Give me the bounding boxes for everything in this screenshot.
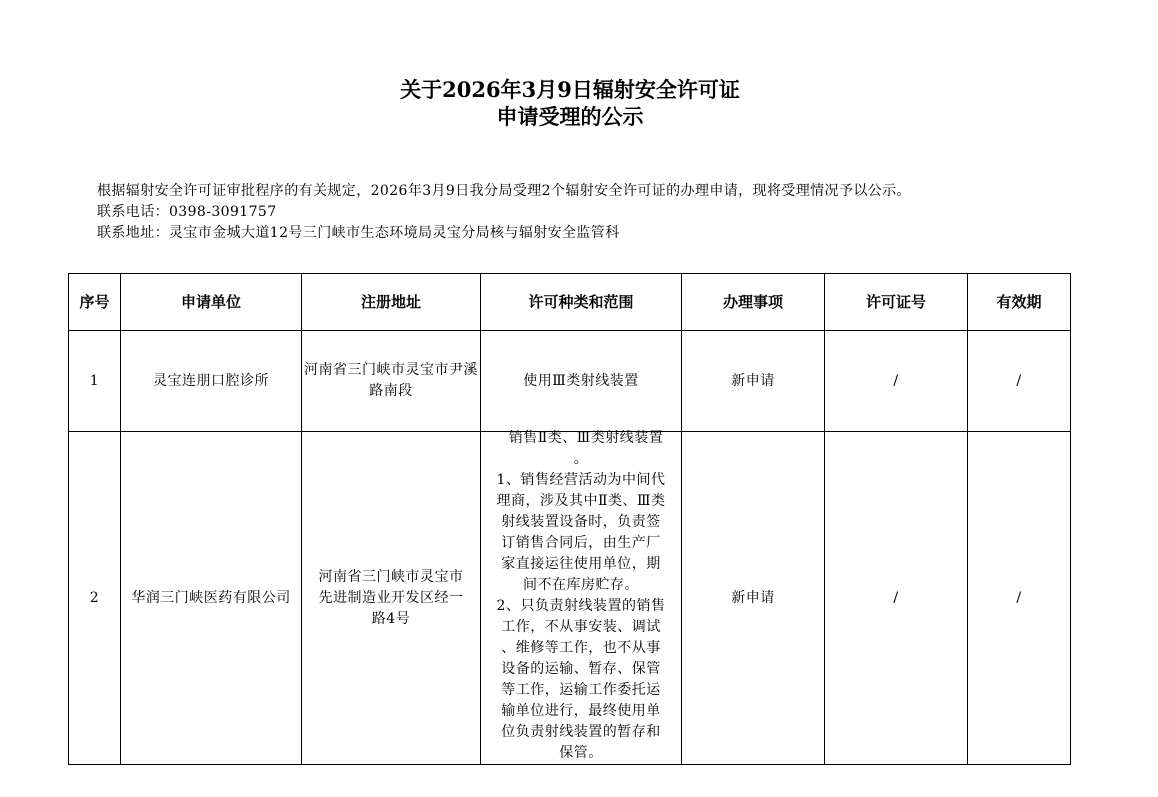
cell-matter: 新申请 (682, 432, 825, 765)
scope-line: 等工作，运输工作委托运 (501, 682, 661, 698)
scope-line: 1、销售经营活动为中间代 (496, 472, 666, 488)
scope-line: 射线装置设备时，负责签 (501, 514, 661, 530)
cell-index: 1 (69, 331, 121, 432)
table-header-row (69, 274, 1071, 331)
scope-line: 订销售合同后，由生产厂 (501, 535, 661, 551)
cell-applicant: 灵宝连朋口腔诊所 (121, 331, 302, 432)
cell-license-no: / (825, 432, 968, 765)
header-address: 注册地址 (302, 274, 481, 331)
contact-address: 联系地址：灵宝市金城大道12号三门峡市生态环境局灵宝分局核与辐射安全监管科 (97, 225, 620, 241)
header-validity: 有效期 (968, 274, 1071, 331)
cell-index: 2 (69, 432, 121, 765)
scope-line: 间不在库房贮存。 (523, 577, 639, 593)
intro-statement: 根据辐射安全许可证审批程序的有关规定，2026年3月9日我分局受理2个辐射安全许可证的办理申请，现将受理情况予以公示。 (97, 183, 911, 199)
scope-line: 家直接运往使用单位，期 (501, 556, 661, 572)
contact-phone: 联系电话：0398-3091757 (97, 204, 277, 220)
cell-address: 河南省三门峡市灵宝市先进制造业开发区经一路4号 (302, 432, 481, 765)
cell-matter: 新申请 (682, 331, 825, 432)
cell-validity: / (968, 432, 1071, 765)
table-row (69, 432, 1071, 765)
scope-line: 保管。 (559, 745, 603, 761)
scope-line: 。 (573, 451, 589, 467)
table-row (69, 331, 1071, 432)
scope-line: 、维修等工作，也不从事 (501, 640, 661, 656)
cell-applicant: 华润三门峡医药有限公司 (121, 432, 302, 765)
cell-validity: / (968, 331, 1071, 432)
scope-line: 设备的运输、暂存、保管 (501, 661, 661, 677)
cell-scope: 使用Ⅲ类射线装置 (481, 331, 682, 432)
scope-line: 2、只负责射线装置的销售 (496, 598, 666, 614)
header-scope: 许可种类和范围 (481, 274, 682, 331)
header-index: 序号 (69, 274, 121, 331)
scope-line: 位负责射线装置的暂存和 (501, 724, 661, 740)
header-applicant: 申请单位 (121, 274, 302, 331)
cell-scope (481, 432, 682, 765)
cell-license-no: / (825, 331, 968, 432)
scope-line: 理商，涉及其中Ⅱ类、Ⅲ类 (496, 493, 666, 509)
scope-line: 输单位进行，最终使用单 (501, 703, 661, 719)
scope-line: 工作，不从事安装、调试 (501, 619, 661, 635)
document-title-line-1: 关于2026年3月9日辐射安全许可证 (400, 77, 740, 102)
header-matter: 办理事项 (682, 274, 825, 331)
cell-address: 河南省三门峡市灵宝市尹溪路南段 (302, 331, 481, 432)
scope-line: 销售Ⅱ类、Ⅲ类射线装置 (508, 430, 664, 446)
document-title-line-2: 申请受理的公示 (496, 104, 644, 129)
application-table (68, 273, 1071, 765)
header-license-no: 许可证号 (825, 274, 968, 331)
